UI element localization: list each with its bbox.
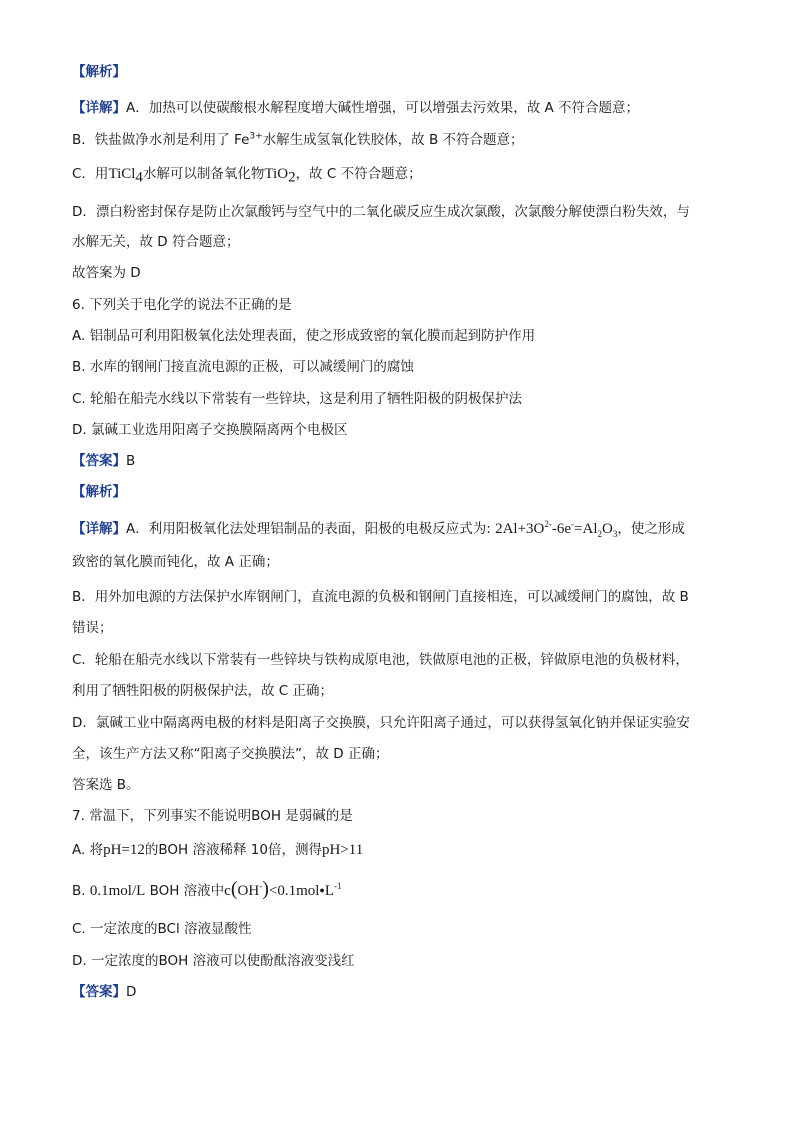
- question-6-explanation-b-line1: B．用外加电源的方法保护水库钢闸门，直流电源的负极和钢闸门直接相连，可以减缓闸门的腐蚀，故 B: [72, 589, 689, 605]
- question-6-explanation-a-line2: 致密的氧化膜而钝化，故 A 正确；: [72, 554, 279, 570]
- question-6-option-d: D. 氯碱工业选用阳离子交换膜隔离两个电极区: [72, 422, 348, 438]
- question-6-explanation-a-line1: 【详解】A．利用阳极氧化法处理铝制品的表面，阳极的电极反应式为: $2Al+3O^{2-}-6e^-=Al_2O_3$，使之形成: [72, 519, 685, 539]
- answer-statement: 故答案为 D: [72, 265, 141, 281]
- explanation-d-line1: D．漂白粉密封保存是防止次氯酸钙与空气中的二氧化碳反应生成次氯酸，次氯酸分解使漂白粉失效，与: [72, 204, 690, 220]
- question-6-stem: 6. 下列关于电化学的说法不正确的是: [72, 297, 292, 313]
- question-6-conclusion: 答案选 B。: [72, 777, 140, 793]
- question-6-option-c: C. 轮船在船壳水线以下常装有一些锌块，这是利用了牺牲阳极的阴极保护法: [72, 391, 523, 407]
- question-6-answer: 【答案】B: [72, 453, 136, 469]
- question-6-option-a: A. 铝制品可利用阳极氧化法处理表面，使之形成致密的氧化膜而起到防护作用: [72, 328, 536, 344]
- question-6-explanation-c-line2: 利用了牺牲阳极的阴极保护法，故 C 正确；: [72, 683, 334, 699]
- question-7-option-d: D. 一定浓度的BOH 溶液可以使酚酞溶液变浅红: [72, 953, 355, 969]
- question-7-option-b: B. 0.1mol/L BOH 溶液中$c(OH^-)<0.1mol●L^{-1}$: [72, 878, 342, 900]
- question-7-option-c: C. 一定浓度的BCl 溶液显酸性: [72, 921, 252, 937]
- question-6-explanation-b-line2: 错误；: [72, 620, 113, 636]
- question-6-explanation-d-line2: 全，该生产方法又称“阳离子交换膜法”，故 D 正确；: [72, 746, 389, 762]
- question-6-explanation-c-line1: C．轮船在船壳水线以下常装有一些锌块与铁构成原电池，铁做原电池的正极，锌做原电池的负极材料，: [72, 652, 689, 668]
- explanation-c: C．用TiCl$_4$水解可以制备氧化物TiO$_2$，故 C 不符合题意；: [72, 166, 422, 186]
- electrode-equation: $2Al+3O^{2-}-6e^-=Al_2O_3$: [495, 519, 618, 539]
- question-6-option-b: B. 水库的钢闸门接直流电源的正极，可以减缓闸门的腐蚀: [72, 359, 414, 375]
- question-7-option-a: A. 将pH=12的BOH 溶液稀释 10倍，测得pH>11: [72, 842, 364, 858]
- question-7-stem: 7. 常温下，下列事实不能说明BOH 是弱碱的是: [72, 808, 353, 824]
- explanation-b: B．铁盐做净水剂是利用了 $Fe^{3+}$水解生成氢氧化铁胶体，故 B 不符合题意；: [72, 131, 524, 148]
- explanation-a: 【详解】A．加热可以使碳酸根水解程度增大碱性增强，可以增强去污效果，故 A 不符合题意；: [72, 100, 640, 116]
- explanation-d-line2: 水解无关，故 D 符合题意；: [72, 234, 240, 250]
- question-6-explanation-d-line1: D．氯碱工业中隔离两电极的材料是阳离子交换膜，只允许阳离子通过，可以获得氢氧化钠并保证实验安: [72, 715, 690, 731]
- analysis-tag: 【解析】: [72, 64, 126, 80]
- question-6-analysis-tag: 【解析】: [72, 484, 126, 500]
- question-7-answer: 【答案】D: [72, 984, 137, 1000]
